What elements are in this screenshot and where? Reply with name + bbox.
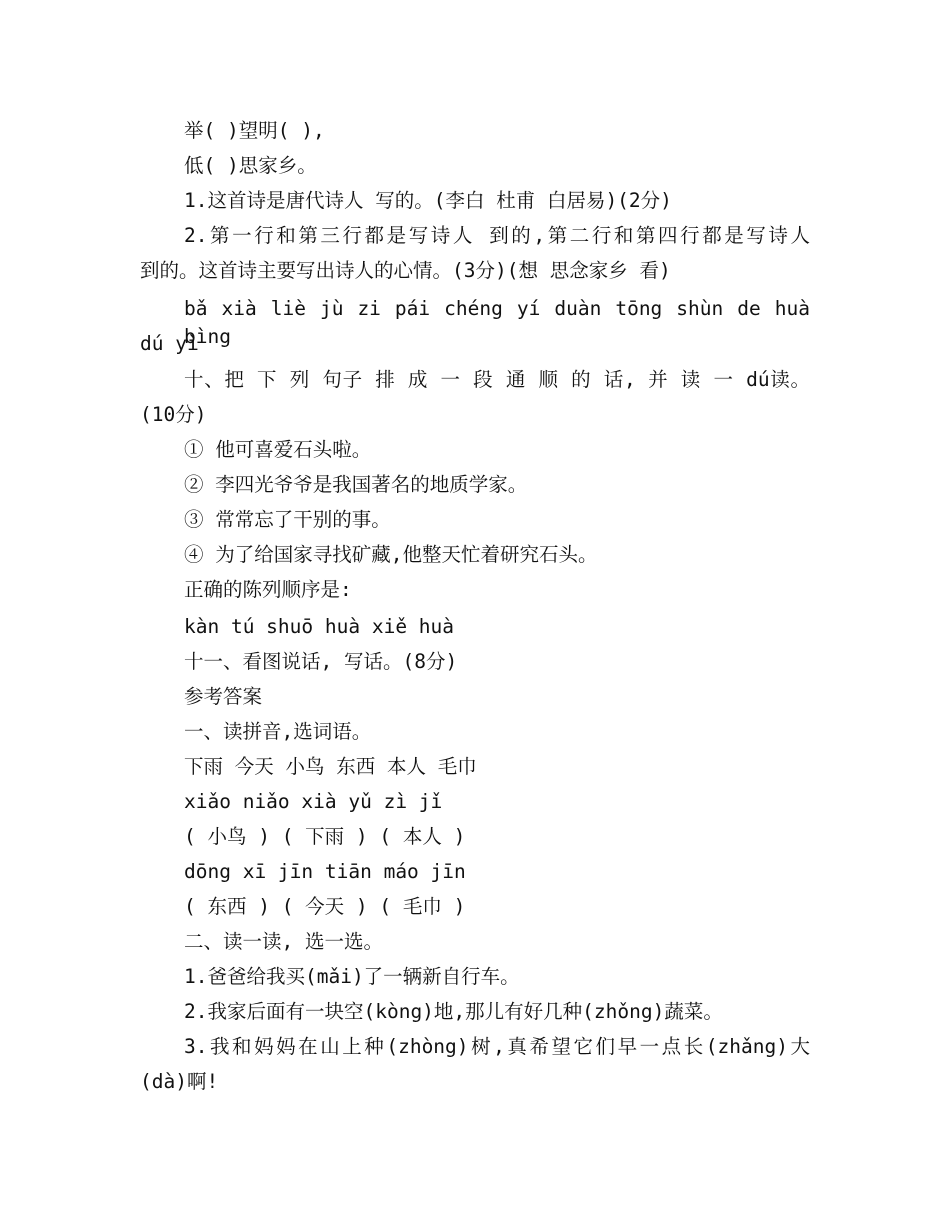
section-10-score: (10分) <box>140 403 207 426</box>
question-2-continued: 到的。这首诗主要写出诗人的心情。(3分)(想 思念家乡 看) <box>140 259 671 282</box>
sentence-1: ① 他可喜爱石头啦。 <box>184 438 372 461</box>
answer-row: ( 东西 ) ( 今天 ) ( 毛巾 ) <box>184 895 466 918</box>
section-10-heading: 十、把 下 列 句子 排 成 一 段 通 顺 的 话, 并 读 一 dú读。 <box>184 368 810 391</box>
word-list: 下雨 今天 小鸟 东西 本人 毛巾 <box>184 755 477 778</box>
sentence-4: ④ 为了给国家寻找矿藏,他整天忙着研究石头。 <box>184 543 598 566</box>
sentence-2: ② 李四光爷爷是我国著名的地质学家。 <box>184 473 528 496</box>
pinyin-line: xiǎo niǎo xià yǔ zì jǐ <box>184 790 443 813</box>
poem-line-4: 低( )思家乡。 <box>184 154 317 177</box>
pinyin-line: kàn tú shuō huà xiě huà <box>184 615 455 638</box>
answer-sentence-3-continued: (dà)啊! <box>140 1070 219 1093</box>
answer-section-2-heading: 二、读一读, 选一选。 <box>184 930 383 953</box>
answer-section-1-heading: 一、读拼音,选词语。 <box>184 720 372 743</box>
answer-sentence-2: 2.我家后面有一块空(kòng)地,那儿有好几种(zhǒng)蔬菜。 <box>184 1000 723 1023</box>
answer-sentence-3: 3.我和妈妈在山上种(zhòng)树,真希望它们早一点长(zhǎng)大 <box>184 1035 810 1058</box>
answer-sentence-1: 1.爸爸给我买(mǎi)了一辆新自行车。 <box>184 965 520 988</box>
question-1: 1.这首诗是唐代诗人 写的。(李白 杜甫 白居易)(2分) <box>184 189 672 212</box>
sentence-3: ③ 常常忘了干别的事。 <box>184 508 391 531</box>
poem-line-3: 举( )望明( ), <box>184 119 325 142</box>
pinyin-line: dōng xī jīn tiān máo jīn <box>184 860 466 883</box>
question-2: 2.第一行和第三行都是写诗人 到的,第二行和第四行都是写诗人 <box>184 224 810 247</box>
answers-heading: 参考答案 <box>184 685 263 708</box>
pinyin-line-continued: dú yì <box>140 332 199 355</box>
section-11-heading: 十一、看图说话, 写话。(8分) <box>184 650 458 673</box>
answer-row: ( 小鸟 ) ( 下雨 ) ( 本人 ) <box>184 825 466 848</box>
pinyin-line: bǎ xià liè jù zi pái chéng yí duàn tōng shùn de huà bìng <box>184 297 810 348</box>
order-prompt: 正确的陈列顺序是: <box>184 578 352 601</box>
